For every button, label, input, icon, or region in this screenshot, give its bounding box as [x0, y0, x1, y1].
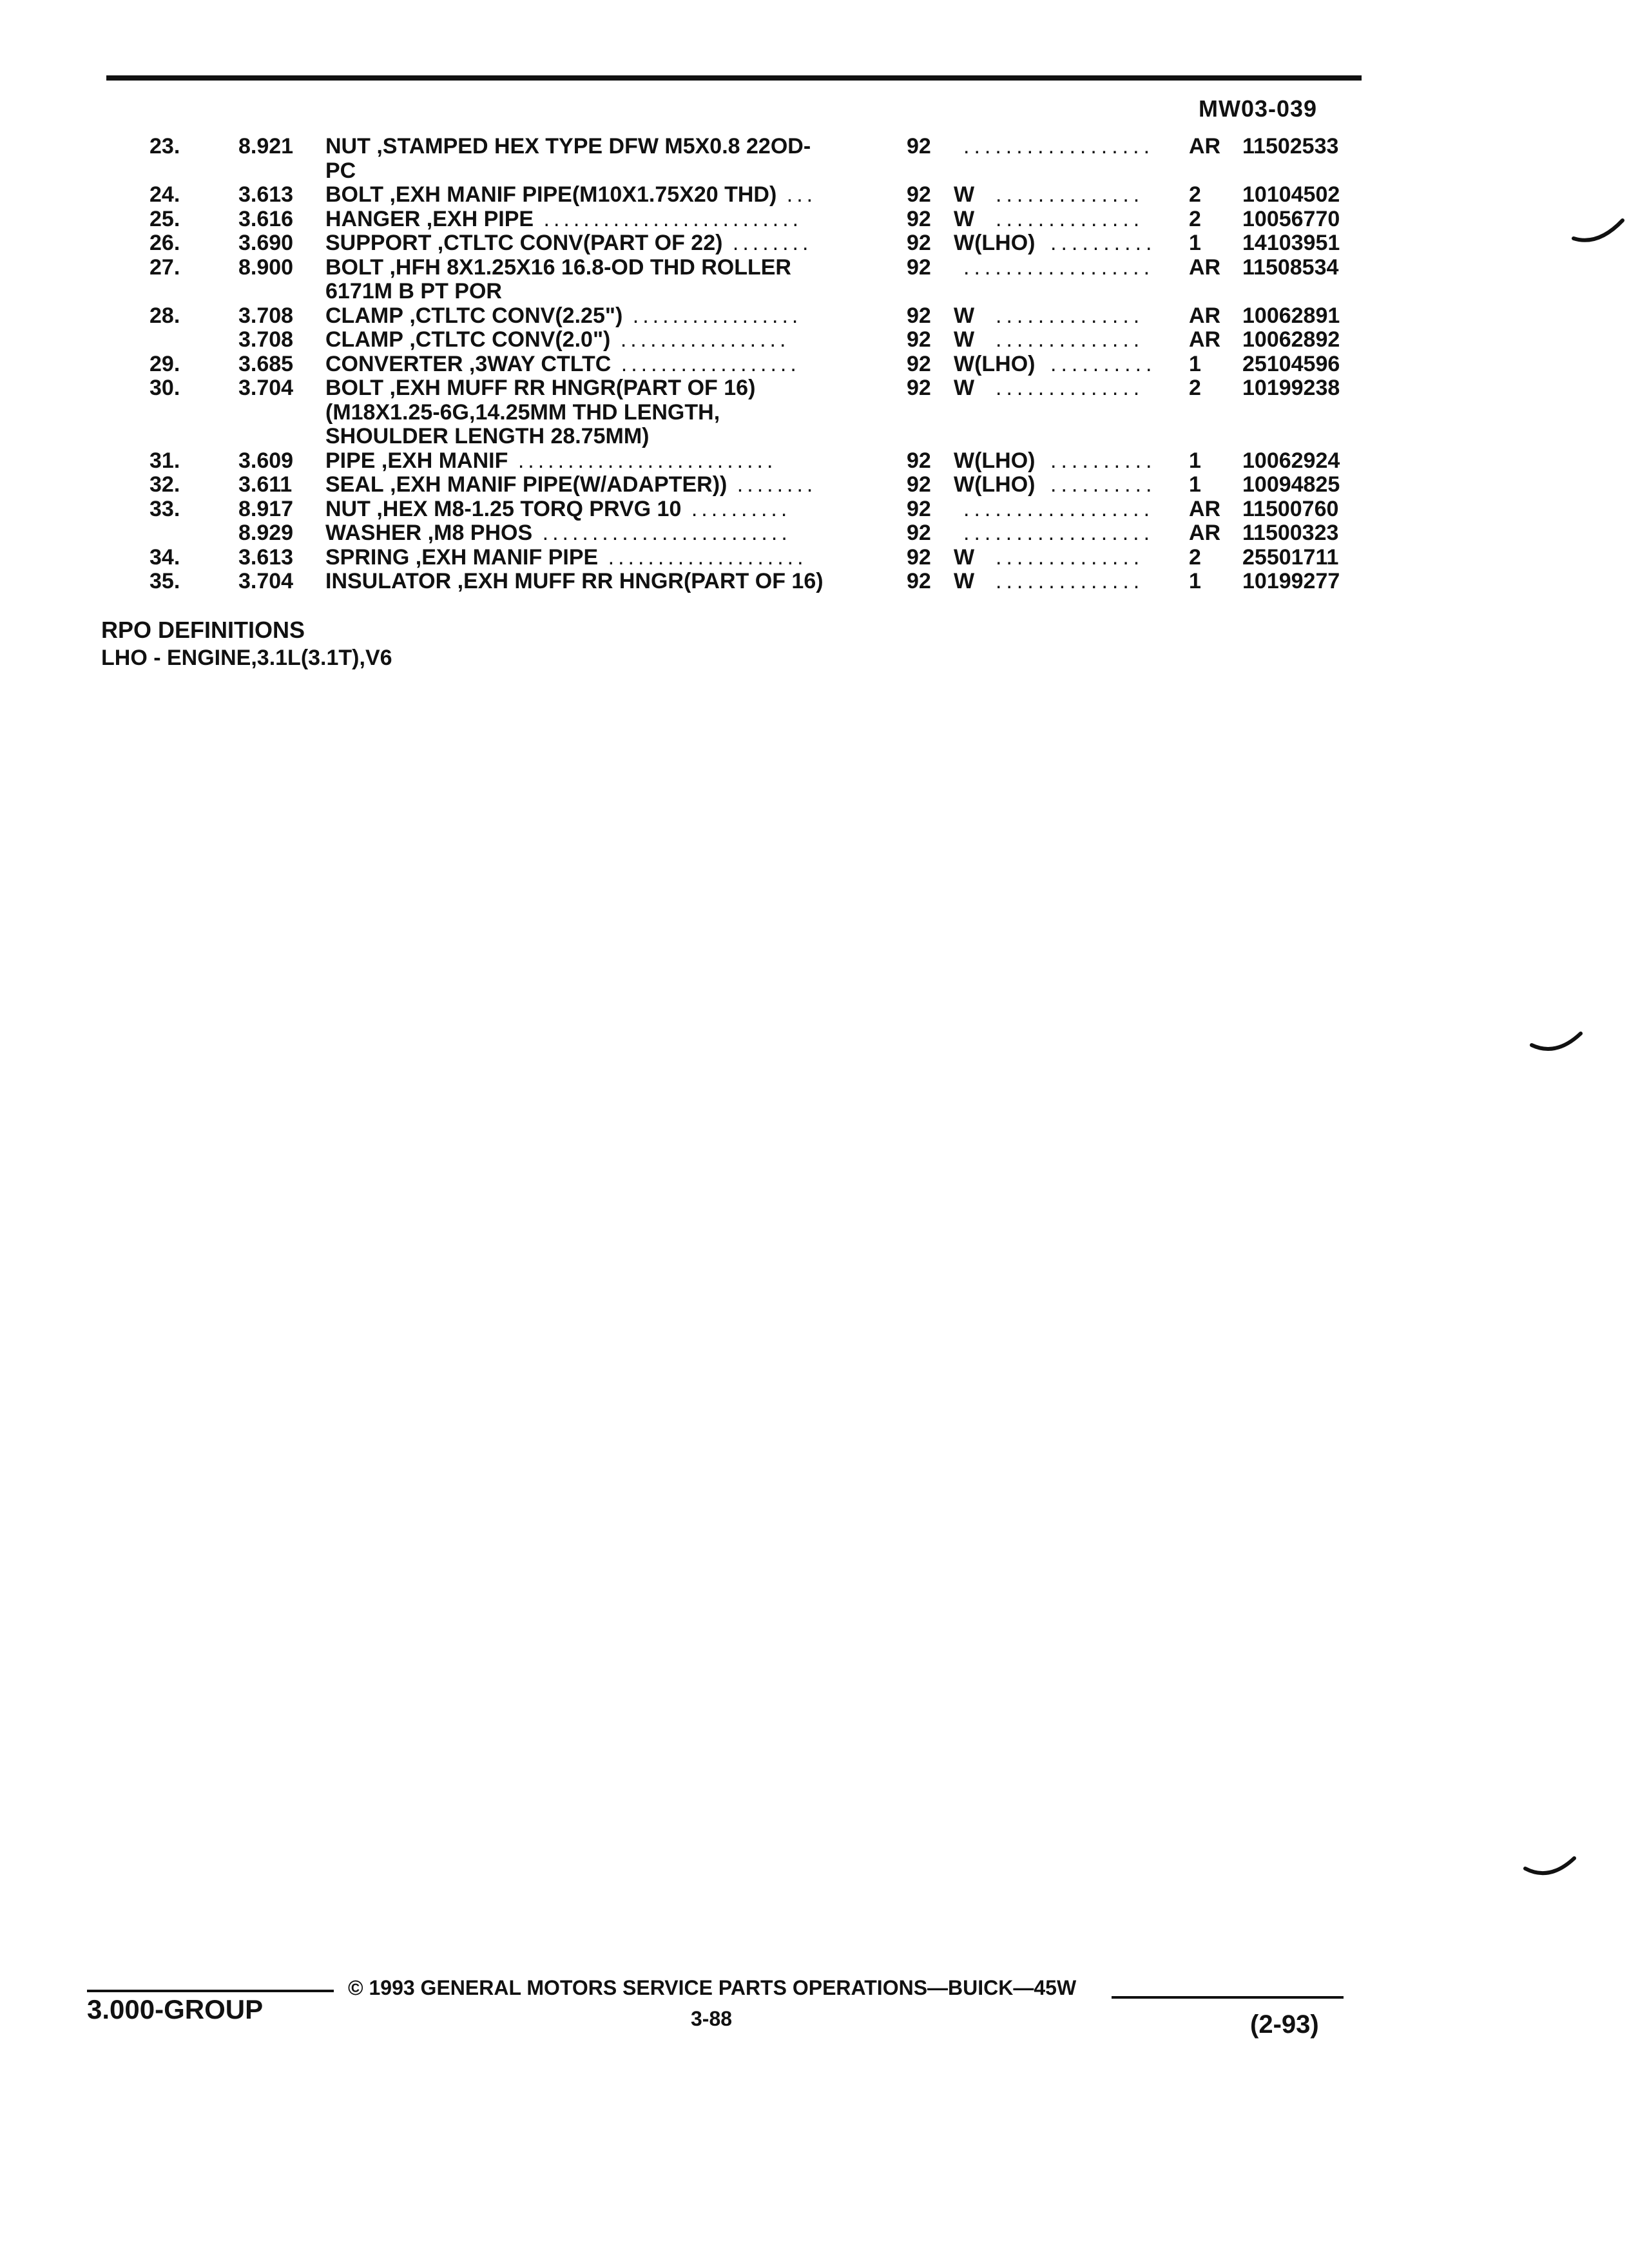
group-number: 3.616: [238, 206, 294, 231]
item-number: 31.: [149, 448, 180, 473]
group-number: 3.708: [238, 303, 294, 328]
table-row: [0, 327, 1629, 353]
leader-dots: ........: [727, 472, 817, 497]
part-detail: ,EXH MANIF PIPE(W/ADAPTER)): [383, 472, 728, 497]
part-detail: ,EXH MUFF RR HNGR(PART OF 16): [451, 569, 824, 593]
quantity: 1: [1189, 448, 1201, 473]
quantity: AR: [1189, 134, 1221, 159]
part-number: 25104596: [1242, 351, 1340, 376]
quantity: 1: [1189, 351, 1201, 376]
model-year: 92: [907, 255, 931, 280]
quantity: 1: [1189, 569, 1201, 593]
leader-dots: ..........................: [534, 206, 803, 231]
quantity: 1: [1189, 231, 1201, 255]
item-number: 32.: [149, 472, 180, 497]
table-row: [0, 545, 1629, 571]
rpo-code: W(LHO): [954, 351, 1036, 376]
group-number: 3.609: [238, 448, 294, 473]
item-number: 27.: [149, 255, 180, 280]
model-year: 92: [907, 303, 931, 328]
leader-dots: ..............: [996, 303, 1144, 328]
table-row: [0, 182, 1629, 208]
leader-dots: ...: [776, 182, 817, 207]
part-description: [325, 255, 854, 280]
part-number: 10062891: [1242, 303, 1340, 328]
model-year: 92: [907, 472, 931, 497]
part-description: [325, 545, 854, 570]
part-number: 11500760: [1242, 496, 1339, 521]
leader-dots: ..................: [963, 134, 1155, 159]
part-name: SEAL: [325, 472, 384, 497]
part-detail: ,3WAY CTLTC: [463, 351, 612, 376]
quantity: 2: [1189, 182, 1201, 207]
description-continuation: 6171M B PT POR: [325, 279, 502, 303]
item-number: 25.: [149, 206, 180, 231]
table-row: [0, 497, 1629, 523]
part-name: NUT: [325, 134, 371, 159]
part-detail: ,EXH MANIF PIPE(M10X1.75X20 THD): [383, 182, 777, 207]
rpo-code: W: [954, 544, 975, 570]
leader-dots: ..............: [996, 376, 1144, 400]
part-number: 10199277: [1242, 569, 1340, 593]
quantity: AR: [1189, 496, 1221, 521]
table-row: [0, 472, 1629, 498]
part-detail: ,EXH MUFF RR HNGR(PART OF 16): [383, 376, 756, 400]
group-number: 3.708: [238, 327, 294, 352]
item-number: 35.: [149, 569, 180, 593]
part-name: CLAMP: [325, 327, 403, 352]
quantity: 1: [1189, 472, 1201, 497]
description-continuation: SHOULDER LENGTH 28.75MM): [325, 424, 650, 448]
leader-dots: ........: [722, 231, 813, 255]
part-name: HANGER: [325, 206, 421, 231]
part-detail: ,EXH MANIF PIPE: [409, 544, 599, 570]
leader-dots: ....................: [598, 544, 807, 570]
item-number: 33.: [149, 496, 180, 521]
quantity: 2: [1189, 544, 1201, 570]
part-description: [325, 327, 854, 352]
header-rule: [106, 75, 1362, 81]
leader-dots: .................: [610, 327, 790, 352]
part-number: 10062924: [1242, 448, 1340, 473]
model-year: 92: [907, 376, 931, 400]
rpo-definitions-title: RPO DEFINITIONS: [101, 617, 305, 643]
part-number: 10104502: [1242, 182, 1340, 207]
part-name: CONVERTER: [325, 351, 463, 376]
model-year: 92: [907, 231, 931, 255]
footer-rule-right: [1112, 1996, 1344, 1999]
footer-group: 3.000-GROUP: [87, 1994, 264, 2024]
table-row: [0, 231, 1629, 256]
item-number: 34.: [149, 544, 180, 570]
group-number: 3.704: [238, 569, 294, 593]
part-description: [325, 569, 854, 593]
model-year: 92: [907, 351, 931, 376]
part-number: 10062892: [1242, 327, 1340, 352]
part-number: 25501711: [1242, 544, 1339, 570]
table-row: [0, 134, 1629, 160]
part-name: BOLT: [325, 376, 384, 400]
quantity: AR: [1189, 521, 1221, 545]
leader-dots: ..............: [996, 182, 1144, 207]
model-year: 92: [907, 206, 931, 231]
part-description: [325, 303, 854, 328]
rpo-definition-item: LHO - ENGINE,3.1L(3.1T),V6: [101, 646, 392, 670]
group-number: 8.921: [238, 134, 294, 159]
rpo-code: W: [954, 327, 975, 352]
part-name: INSULATOR: [325, 569, 452, 593]
part-description: [325, 472, 854, 497]
model-year: 92: [907, 496, 931, 521]
part-number: 11508534: [1242, 255, 1339, 280]
part-name: SPRING: [325, 544, 410, 570]
part-description: [325, 231, 854, 255]
leader-dots: ..........................: [508, 448, 777, 473]
footer-page-number: 3-88: [691, 2007, 733, 2030]
part-detail: ,M8 PHOS: [421, 521, 533, 545]
model-year: 92: [907, 327, 931, 352]
group-number: 3.611: [238, 472, 293, 497]
check-mark-icon: [1524, 1856, 1576, 1881]
part-description: [325, 352, 854, 376]
model-year: 92: [907, 448, 931, 473]
leader-dots: ..............: [996, 544, 1144, 570]
item-number: 28.: [149, 303, 180, 328]
quantity: 2: [1189, 206, 1201, 231]
part-name: BOLT: [325, 182, 384, 207]
part-description: [325, 376, 854, 400]
group-number: 3.685: [238, 351, 294, 376]
part-number: 10056770: [1242, 206, 1340, 231]
group-number: 3.613: [238, 544, 294, 570]
leader-dots: ..........: [1050, 472, 1157, 497]
part-detail: ,CTLTC CONV(2.0"): [403, 327, 611, 352]
page-id: MW03-039: [1199, 95, 1318, 122]
model-year: 92: [907, 134, 931, 159]
part-number: 11502533: [1242, 134, 1339, 159]
table-row: [0, 376, 1629, 401]
rpo-code: W: [954, 569, 975, 593]
part-name: WASHER: [325, 521, 422, 545]
group-number: 3.613: [238, 182, 294, 207]
leader-dots: ..........: [1050, 448, 1157, 473]
part-number: 14103951: [1242, 231, 1340, 255]
rpo-code: W(LHO): [954, 231, 1036, 255]
table-row: [0, 521, 1629, 546]
quantity: AR: [1189, 327, 1221, 352]
part-name: BOLT: [325, 255, 384, 280]
part-detail: ,HFH 8X1.25X16 16.8-OD THD ROLLER: [383, 255, 791, 280]
table-row: [0, 569, 1629, 595]
part-description: [325, 182, 854, 207]
rpo-code: W: [954, 182, 975, 207]
part-number: 10199238: [1242, 376, 1340, 400]
item-number: 24.: [149, 182, 180, 207]
model-year: 92: [907, 544, 931, 570]
footer-copyright: © 1993 GENERAL MOTORS SERVICE PARTS OPERATIONS—BUICK—45W: [348, 1976, 1077, 1999]
group-number: 3.690: [238, 231, 294, 255]
rpo-code: W: [954, 303, 975, 328]
table-row: [0, 303, 1629, 329]
quantity: AR: [1189, 255, 1221, 280]
part-number: 10094825: [1242, 472, 1340, 497]
part-detail: ,CTLTC CONV(2.25"): [403, 303, 623, 328]
leader-dots: ..............: [996, 327, 1144, 352]
quantity: 2: [1189, 376, 1201, 400]
leader-dots: ..................: [963, 496, 1155, 521]
leader-dots: ..............: [996, 206, 1144, 231]
part-detail: ,EXH PIPE: [420, 206, 534, 231]
part-detail: ,STAMPED HEX TYPE DFW M5X0.8 22OD-: [370, 134, 811, 159]
footer-date: (2-93): [1250, 2010, 1319, 2039]
group-number: 8.917: [238, 496, 294, 521]
table-row: [0, 352, 1629, 378]
part-detail: ,EXH MANIF: [375, 448, 508, 473]
leader-dots: ..................: [963, 255, 1155, 280]
item-number: 30.: [149, 376, 180, 400]
leader-dots: ..........: [1050, 231, 1157, 255]
item-number: 29.: [149, 351, 180, 376]
footer-rule-left: [87, 1990, 334, 1992]
part-description: [325, 134, 854, 159]
description-continuation: (M18X1.25-6G,14.25MM THD LENGTH,: [325, 399, 720, 425]
rpo-code: W(LHO): [954, 448, 1036, 473]
leader-dots: ..........: [681, 496, 791, 521]
part-name: CLAMP: [325, 303, 403, 328]
item-number: 26.: [149, 231, 180, 255]
rpo-code: W(LHO): [954, 472, 1036, 497]
table-row: [0, 448, 1629, 474]
part-detail: ,HEX M8-1.25 TORQ PRVG 10: [370, 496, 682, 521]
part-name: SUPPORT: [325, 231, 432, 255]
rpo-code: W: [954, 376, 975, 400]
part-description: [325, 521, 854, 545]
part-detail: ,CTLTC CONV(PART OF 22): [431, 231, 723, 255]
part-name: NUT: [325, 496, 371, 521]
check-mark-icon: [1572, 219, 1624, 245]
model-year: 92: [907, 569, 931, 593]
group-number: 3.704: [238, 376, 294, 400]
leader-dots: ..................: [611, 351, 800, 376]
model-year: 92: [907, 521, 931, 545]
leader-dots: ..............: [996, 569, 1144, 593]
description-continuation: PC: [325, 158, 356, 183]
table-row: [0, 207, 1629, 233]
leader-dots: ..................: [963, 521, 1155, 545]
part-description: [325, 448, 854, 473]
leader-dots: ..........: [1050, 351, 1157, 376]
part-description: [325, 207, 854, 231]
group-number: 8.929: [238, 521, 294, 545]
part-number: 11500323: [1242, 521, 1339, 545]
check-mark-icon: [1530, 1031, 1582, 1057]
leader-dots: .........................: [532, 521, 791, 545]
leader-dots: .................: [622, 303, 802, 328]
rpo-code: W: [954, 206, 975, 231]
part-description: [325, 497, 854, 521]
quantity: AR: [1189, 303, 1221, 328]
model-year: 92: [907, 182, 931, 207]
table-row: [0, 255, 1629, 281]
item-number: 23.: [149, 134, 180, 159]
group-number: 8.900: [238, 255, 294, 280]
part-name: PIPE: [325, 448, 376, 473]
